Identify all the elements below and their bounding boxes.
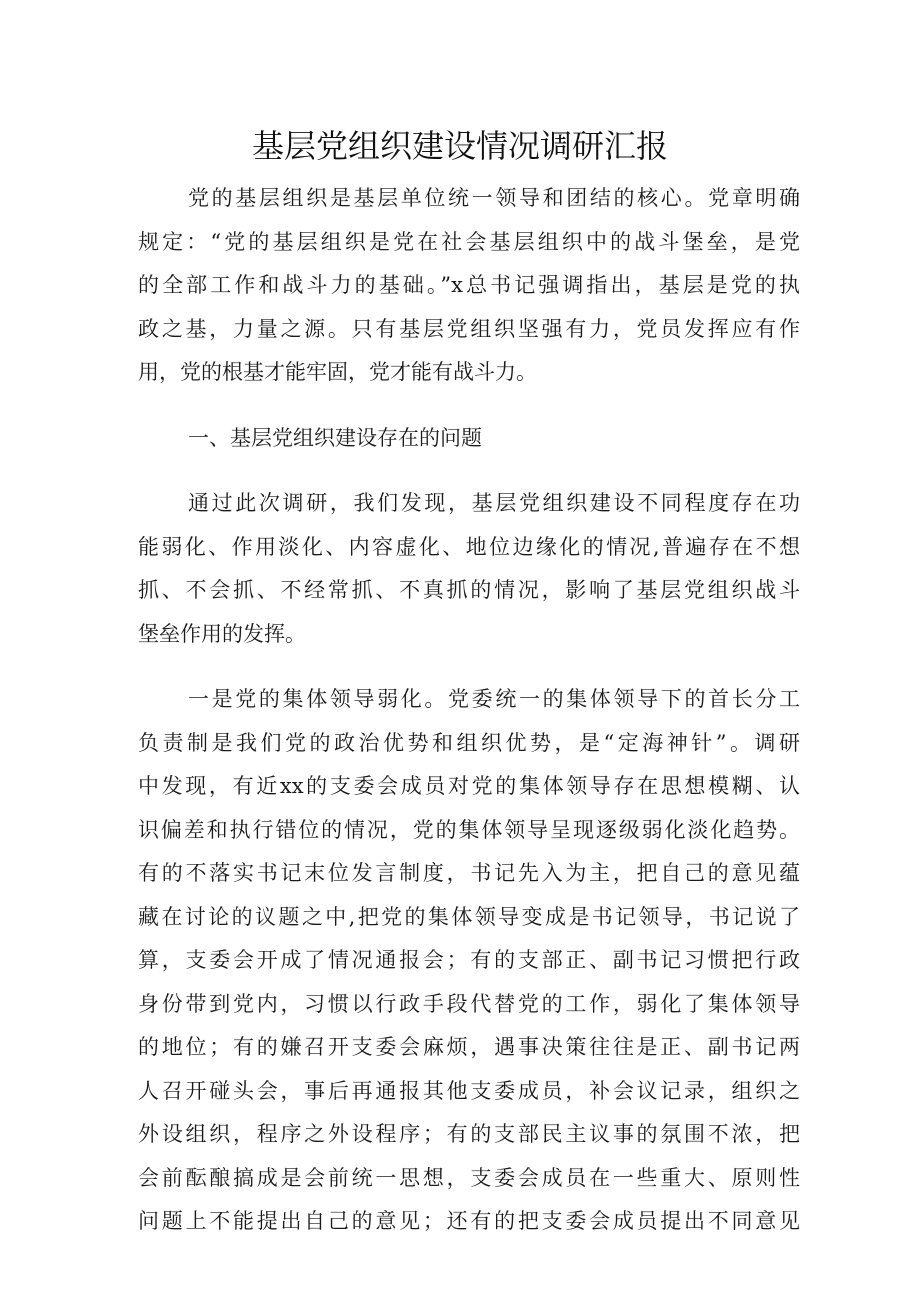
section-heading: 一、基层党组织建设存在的问题	[188, 425, 482, 450]
text-line: 有的不落实书记末位发言制度，书记先入为主，把自己的意见蕴	[138, 861, 800, 885]
text-line: 抓、不会抓、不经常抓、不真抓的情况，影响了基层党组织战斗	[138, 578, 800, 602]
text-line: 政之基，力量之源。只有基层党组织坚强有力，党员发挥应有作	[138, 316, 800, 341]
paragraph-intro	[138, 177, 800, 395]
text-line: 能弱化、作用淡化、内容虚化、地位边缘化的情况,普遍存在不想	[138, 534, 800, 559]
text-line: 负责制是我们党的政治优势和组织优势，是“定海神针”。调研	[138, 730, 800, 755]
text-line: 问题上不能提出自己的意见；还有的把支委会成员提出不同意见	[138, 1209, 800, 1233]
paragraph-spacer	[138, 656, 800, 678]
text-line: 人召开碰头会，事后再通报其他支委成员，补会议记录，组织之	[138, 1078, 800, 1103]
section-heading-problems	[138, 417, 800, 461]
text-line: 的全部工作和战斗力的基础。”x总书记强调指出，基层是党的执	[138, 273, 800, 297]
document-title: 基层党组织建设情况调研汇报	[251, 127, 668, 165]
paragraph-spacer	[138, 395, 800, 417]
text-line: 通过此次调研，我们发现，基层党组织建设不同程度存在功	[188, 491, 800, 515]
text-line: 身份带到党内，习惯以行政手段代替党的工作，弱化了集体领导	[138, 991, 800, 1016]
text-line: 的地位；有的嫌召开支委会麻烦，遇事决策往往是正、副书记两	[138, 1035, 800, 1059]
paragraph-collective-leadership	[138, 678, 800, 1244]
text-line: 中发现，有近xx的支委会成员对党的集体领导存在思想模糊、认	[138, 774, 800, 798]
text-line: 用，党的根基才能牢固，党才能有战斗力。	[138, 360, 537, 384]
text-line: 识偏差和执行错位的情况，党的集体领导呈现逐级弱化淡化趋势。	[138, 817, 800, 842]
text-line: 党的基层组织是基层单位统一领导和团结的核心。党章明确	[188, 186, 800, 210]
text-line: 会前酝酿搞成是会前统一思想，支委会成员在一些重大、原则性	[138, 1165, 800, 1190]
text-line: 一是党的集体领导弱化。党委统一的集体领导下的首长分工	[188, 687, 800, 711]
paragraph-findings	[138, 482, 800, 656]
paragraph-spacer	[138, 460, 800, 482]
text-line: 外设组织，程序之外设程序；有的支部民主议事的氛围不浓，把	[138, 1122, 800, 1146]
text-line: 堡垒作用的发挥。	[138, 621, 306, 646]
text-line: 算，支委会开成了情况通报会；有的支部正、副书记习惯把行政	[138, 948, 800, 972]
text-line: 藏在讨论的议题之中,把党的集体领导变成是书记领导，书记说了	[138, 904, 800, 929]
document-body	[138, 177, 800, 1244]
text-line: 规定：“党的基层组织是党在社会基层组织中的战斗堡垒，是党	[138, 229, 800, 254]
